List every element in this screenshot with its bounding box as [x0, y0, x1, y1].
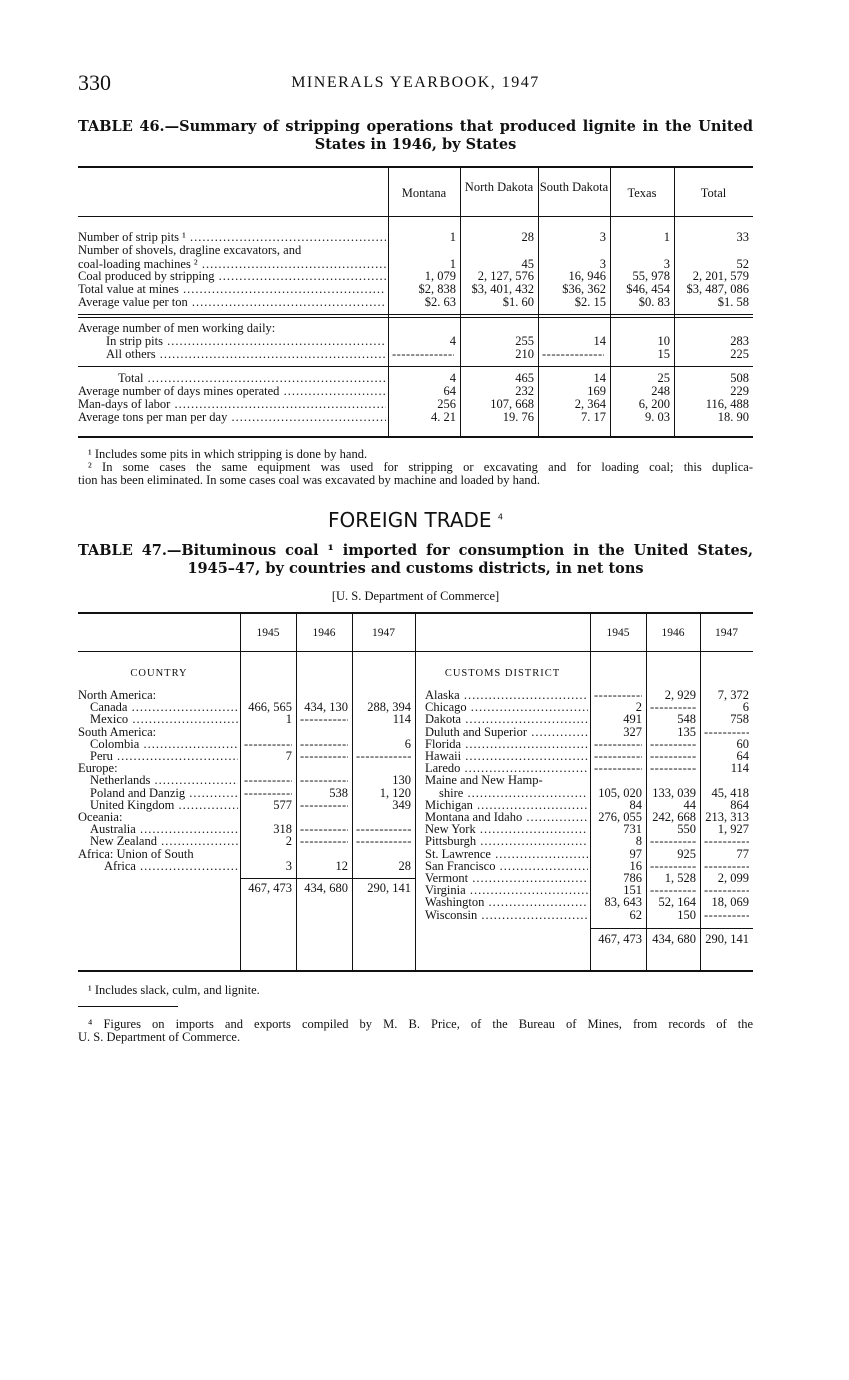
table46-row-label: Average value per ton .....: [78, 296, 386, 309]
table46-cell: 19. 76: [502, 410, 534, 424]
table47-district-cell: 786: [623, 871, 642, 885]
table47-district-label: Pittsburgh .....: [425, 835, 588, 848]
table47-district-label: Vermont .....: [425, 872, 588, 885]
table46-cell: 10: [657, 334, 670, 348]
table46-row-label: Number of shovels, dragline excavators, and: [78, 243, 302, 257]
table47-country-label: Oceania:: [78, 810, 123, 824]
table47-district-cell: 327: [623, 724, 642, 739]
table47-country-cell: 6: [404, 736, 411, 751]
table47-district-cell: 105, 020: [598, 785, 642, 800]
table47-district-cell: 62: [629, 907, 642, 922]
table47-empty-cell: [650, 738, 696, 751]
table47-country-cell: 7: [285, 749, 292, 763]
table47-empty-cell: [650, 750, 696, 763]
table47-title-line1: TABLE 47.—Bituminous coal ¹ imported for consumption in the United States,: [78, 542, 753, 559]
table47-country-cell: 28: [398, 858, 411, 873]
table47-country-heading: COUNTRY: [130, 668, 188, 679]
table46-cell: 45: [521, 257, 534, 271]
table47-country-cell: 2: [285, 834, 292, 849]
table46-cell: 33: [736, 230, 749, 244]
table46-cell: 1: [663, 230, 670, 244]
table47-district-label: Washington .....: [425, 896, 588, 909]
table47-district-cell: 758: [730, 712, 749, 727]
table47-country-cell: 288, 394: [367, 700, 411, 715]
table46-cell: 7. 17: [581, 410, 606, 424]
table47-year-header: 1945: [606, 627, 630, 639]
page-number: 330: [78, 70, 111, 95]
table46-cell: 55, 978: [632, 269, 670, 283]
table47-district-cell: 60: [736, 736, 749, 751]
table46-bottom-rule: [78, 436, 753, 438]
table46-cell: 3: [663, 257, 670, 271]
table47-country-cell: 434, 130: [304, 700, 348, 715]
table47-country-label: New Zealand .....: [90, 835, 238, 848]
table47-district-label: Wisconsin .....: [425, 909, 588, 922]
table47-district-cell: 114: [730, 761, 749, 776]
table47-district-cell: 133, 039: [652, 785, 696, 800]
table46-cell: 25: [657, 371, 670, 385]
table47-district-cell: 77: [736, 846, 749, 861]
table47-district-cell: 16: [629, 858, 642, 873]
table47-country-cell: 12: [335, 858, 348, 873]
table46-empty-cell: [542, 348, 604, 361]
table47-district-total: 434, 680: [652, 931, 696, 946]
table46-cell: 2, 201, 579: [692, 269, 749, 283]
table46-cell: 116, 488: [705, 397, 749, 411]
table47-district-cell: 44: [683, 797, 696, 812]
table47-district-cell: 52, 164: [658, 895, 696, 910]
table46-row-label: coal-loading machines ² .....: [78, 258, 386, 271]
table47-source: [U. S. Department of Commerce]: [331, 589, 500, 603]
table46-cell: 465: [515, 371, 534, 385]
table47-empty-cell: [300, 750, 348, 763]
table47-empty-cell: [300, 799, 348, 812]
table46-column-header: Montana: [401, 186, 447, 200]
table47-empty-cell: [356, 750, 411, 763]
table47-district-label: Florida .....: [425, 738, 588, 751]
table46-row-label: All others .....: [106, 348, 386, 361]
table47-district-label: Maine and New Hamp-: [425, 773, 543, 788]
table46-cell: 2, 364: [574, 397, 606, 411]
table46-cell: $2. 15: [574, 295, 606, 309]
table46-row-label: Coal produced by stripping .....: [78, 270, 386, 283]
table47-district-cell: 83, 643: [604, 895, 642, 910]
table47-district-label: Michigan .....: [425, 799, 588, 812]
section-heading: [78, 508, 753, 532]
table47-district-label: Dakota .....: [425, 713, 588, 726]
table47-district-label: New York .....: [425, 823, 588, 836]
table47-district-label: Hawaii .....: [425, 750, 588, 763]
table46-cell: 6, 200: [638, 397, 670, 411]
table47-district-cell: 213, 313: [705, 810, 749, 824]
table46-cell: $3, 401, 432: [471, 282, 534, 296]
table46-cell: 9. 03: [645, 410, 670, 424]
table47-country-cell: 577: [273, 797, 292, 812]
table46-column-header: Total: [700, 186, 727, 200]
section-heading-note: 4: [497, 512, 503, 522]
table47-footnote1: ¹ Includes slack, culm, and lignite.: [88, 983, 260, 997]
table46-column-header: North Dakota: [464, 180, 534, 194]
table47-country-label: Europe:: [78, 761, 118, 776]
table47-district-label: Montana and Idaho .....: [425, 811, 588, 824]
page-footnote-line2: U. S. Department of Commerce.: [78, 1030, 241, 1044]
table47-district-cell: 2: [635, 700, 642, 715]
table47-district-cell: 64: [736, 749, 749, 763]
table47-country-label: Africa: Union of South: [78, 846, 194, 861]
table47-district-cell: 45, 418: [711, 785, 749, 800]
table47-country-cell: 3: [285, 858, 292, 873]
table46-cell: 18. 90: [717, 410, 749, 424]
table46-group-rule-a: [78, 314, 753, 315]
table46-cell: 14: [593, 371, 606, 385]
table47-country-label: United Kingdom .....: [90, 799, 238, 812]
table46-title-line2: States in 1946, by States: [314, 136, 517, 153]
table47-country-cell: 130: [392, 773, 411, 788]
table47-country-label: North America:: [78, 688, 157, 702]
table47-country-cell: 318: [273, 822, 292, 837]
table47-district-cell: 18, 069: [711, 895, 749, 910]
table47-district-cell: 135: [677, 724, 696, 739]
table47-country-total: 467, 473: [248, 881, 292, 895]
table46-cell: 2, 127, 576: [477, 269, 534, 283]
table46-cell: $46, 454: [626, 282, 670, 296]
table46-cell: 16, 946: [568, 269, 606, 283]
table47-district-cell: 7, 372: [717, 688, 749, 702]
table46-cell: $3, 487, 086: [686, 282, 749, 296]
table47-empty-cell: [356, 823, 411, 836]
table46-cell: 3: [599, 230, 606, 244]
section-heading-text: FOREIGN TRADE: [328, 508, 492, 532]
table47-district-cell: 550: [677, 822, 696, 837]
table46-cell: $2. 63: [424, 295, 456, 309]
table46-total-rule: [78, 366, 753, 367]
table46-cell: 508: [730, 371, 749, 385]
table47-district-label: Laredo .....: [425, 762, 588, 775]
table47-district-cell: 6: [742, 700, 749, 715]
table47-empty-cell: [356, 835, 411, 848]
table46-column-header: Texas: [627, 186, 657, 200]
table46-row-label: Total .....: [118, 372, 386, 385]
table46-cell: 1: [449, 257, 456, 271]
table47-district-cell: 864: [730, 797, 749, 812]
table46-row-label: In strip pits .....: [106, 335, 386, 348]
table47-year-header: 1946: [312, 627, 336, 639]
table47-country-total-rule: [240, 878, 415, 879]
table47-country-label: Canada .....: [90, 701, 238, 714]
table46-cell: 1, 079: [424, 269, 456, 283]
table46-cell: 229: [730, 384, 749, 398]
table47-district-cell: 84: [629, 797, 642, 812]
table46-cell: 14: [593, 334, 606, 348]
table47-country-label: South America:: [78, 724, 157, 739]
table47-district-label: San Francisco .....: [425, 860, 588, 873]
footnote-rule: [78, 1006, 178, 1007]
table46-cell: 28: [521, 230, 534, 244]
table46-top-rule: [78, 166, 753, 168]
table47-country-label: Australia .....: [90, 823, 238, 836]
table46-cell: 169: [587, 384, 606, 398]
table47-country-label: Peru .....: [90, 750, 238, 763]
table47-district-cell: 8: [635, 834, 642, 849]
table47-country-total: 290, 141: [367, 881, 411, 895]
table47-district-cell: 491: [623, 712, 642, 727]
table47-bottom-rule: [78, 970, 753, 972]
table46-cell: 1: [449, 230, 456, 244]
table47-country-cell: 1: [285, 712, 292, 727]
table46-cell: 3: [599, 257, 606, 271]
table47-district-label: Virginia .....: [425, 884, 588, 897]
table47-country-label: Colombia .....: [90, 738, 238, 751]
table46-cell: 15: [657, 347, 670, 361]
page-footnote-line1: ⁴ Figures on imports and exports compiled by M. B. Price, of the Bureau of Mines, from records of the: [88, 1017, 753, 1031]
table47-title-line2: 1945–47, by countries and customs districts, in net tons: [187, 560, 644, 577]
table47-empty-cell: [300, 713, 348, 726]
table47-country-cell: 538: [329, 785, 348, 800]
table47-district-total-rule: [590, 928, 753, 929]
table47-district-cell: 548: [677, 712, 696, 727]
table46-cell: 225: [730, 347, 749, 361]
table47-year-header: 1945: [256, 627, 280, 639]
table47-empty-cell: [244, 774, 292, 787]
table46-row-label: Average number of men working daily:: [78, 321, 276, 335]
table46-row-label: Man-days of labor .....: [78, 398, 386, 411]
table47-country-cell: 1, 120: [379, 785, 411, 800]
table47-year-header: 1947: [372, 627, 395, 639]
table47-district-cell: 150: [677, 907, 696, 922]
table46-header-rule: [78, 216, 753, 217]
table47-district-cell: 925: [677, 846, 696, 861]
table47-empty-cell: [244, 738, 292, 751]
table47-country-cell: 466, 565: [248, 700, 292, 715]
table46-footnote2-line2: tion has been eliminated. In some cases coal was excavated by machine and loaded by hand.: [78, 473, 540, 487]
table46-title: [78, 118, 753, 154]
table46-row-label: Average tons per man per day .....: [78, 411, 386, 424]
table46-cell: $2, 838: [418, 282, 456, 296]
page-header: [78, 70, 753, 96]
table47-district-label: shire .....: [439, 787, 588, 800]
table46-cell: 256: [437, 397, 456, 411]
running-title: MINERALS YEARBOOK, 1947: [291, 74, 540, 91]
table46-footnote1: ¹ Includes some pits in which stripping is done by hand.: [88, 447, 368, 461]
table47-empty-cell: [704, 909, 749, 922]
table47-district-heading: CUSTOMS DISTRICT: [444, 668, 561, 679]
page-footnote: [78, 1018, 753, 1044]
table47-district-cell: 1, 927: [717, 822, 749, 837]
table46-cell: $36, 362: [562, 282, 606, 296]
table46-cell: 4. 21: [431, 410, 456, 424]
table47-empty-cell: [300, 738, 348, 751]
table47-district-cell: 151: [623, 883, 642, 898]
table46-cell: 4: [449, 371, 456, 385]
table47-empty-cell: [594, 738, 642, 751]
table47-empty-cell: [594, 750, 642, 763]
table47-empty-cell: [594, 689, 642, 702]
table46-cell: 107, 668: [490, 397, 534, 411]
table46-cell: $1. 58: [717, 295, 749, 309]
table47-district-cell: 242, 668: [652, 810, 696, 824]
table46-cell: $1. 60: [502, 295, 534, 309]
table47-district-label: Chicago .....: [425, 701, 588, 714]
table46-cell: 210: [515, 347, 534, 361]
table47-title: [78, 542, 753, 578]
table46-title-line1: TABLE 46.—Summary of stripping operations that produced lignite in the United: [78, 118, 753, 135]
table47-district-cell: 2, 929: [664, 688, 696, 702]
table46-cell: 4: [449, 334, 456, 348]
table46-row-label: Average number of days mines operated .....: [78, 385, 386, 398]
table47-district-cell: 731: [623, 822, 642, 837]
table47-empty-cell: [300, 823, 348, 836]
table47-year-header: 1946: [661, 627, 685, 639]
table46-group-rule-b: [78, 317, 753, 318]
table47-district-label: Duluth and Superior .....: [425, 726, 588, 739]
table46-empty-cell: [392, 348, 454, 361]
table47-district-total: 290, 141: [705, 931, 749, 946]
table46-row-label: Number of strip pits ¹ .....: [78, 231, 386, 244]
table47-empty-cell: [594, 762, 642, 775]
table47-district-label: Alaska .....: [425, 689, 588, 702]
table46-row-label: Total value at mines .....: [78, 283, 386, 296]
table46-footnote2-line1: ² In some cases the same equipment was used for stripping or excavating and for loading coal; this duplica-: [88, 460, 753, 474]
table47-district-cell: 97: [629, 846, 642, 861]
table46-cell: 64: [443, 384, 456, 398]
table47-country-total: 434, 680: [304, 881, 348, 895]
table47-country-cell: 114: [392, 712, 411, 727]
table47-country-label: Mexico .....: [90, 713, 238, 726]
table46-footnotes: [78, 448, 753, 487]
table46-column-header: South Dakota: [539, 180, 609, 194]
table47-column-rule: [240, 613, 241, 970]
table47-district-cell: 1, 528: [664, 871, 696, 885]
table47-empty-cell: [650, 762, 696, 775]
table46-cell: 52: [736, 257, 749, 271]
table47-district-label: St. Lawrence .....: [425, 848, 588, 861]
table47-country-label: Africa .....: [104, 860, 238, 873]
table47-district-cell: 276, 055: [598, 810, 642, 824]
table47-empty-cell: [300, 835, 348, 848]
table46-cell: 248: [651, 384, 670, 398]
table47-year-header: 1947: [715, 627, 738, 639]
table47-country-label: Poland and Danzig .....: [90, 787, 238, 800]
table47-country-label: Netherlands .....: [90, 774, 238, 787]
table47-country-cell: 349: [392, 797, 411, 812]
table46-cell: 255: [515, 334, 534, 348]
table46-cell: 232: [515, 384, 534, 398]
table46-cell: 283: [730, 334, 749, 348]
table46-cell: $0. 83: [638, 295, 670, 309]
table47-district-cell: 2, 099: [717, 871, 749, 885]
table47-district-total: 467, 473: [598, 931, 642, 946]
